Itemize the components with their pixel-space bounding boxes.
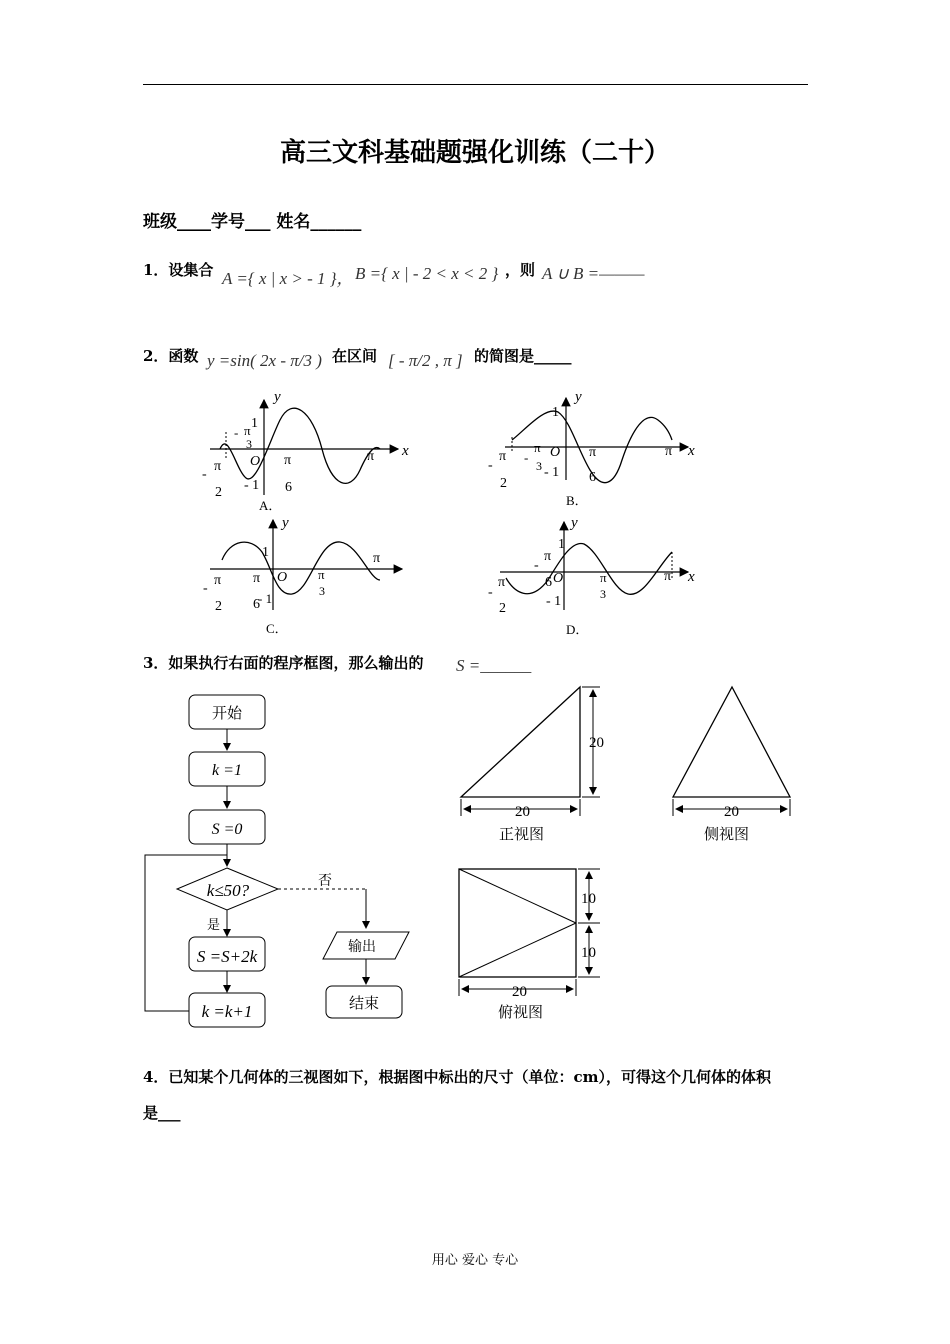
graph-c-1: 1 xyxy=(262,545,269,560)
side-view-label: 侧视图 xyxy=(704,827,750,843)
student-info-line: 班级____学号___ 姓名______ xyxy=(143,212,362,232)
graph-d-minus: - xyxy=(488,585,493,600)
top-view-label: 俯视图 xyxy=(498,1005,544,1021)
graph-b-pi6-num: π xyxy=(589,445,597,460)
graph-d-x: x xyxy=(688,569,695,585)
graph-d-pi2-den: 2 xyxy=(499,601,506,616)
graph-d-neg1: - 1 xyxy=(546,594,562,609)
graph-a-pi3-num: π xyxy=(244,423,251,438)
graph-d-pi3-num: π xyxy=(600,570,607,585)
q2-function: y =sin( 2x - π/3 ) xyxy=(207,351,322,370)
q2-label: 2．函数 xyxy=(143,347,199,365)
q1-then: ，则 xyxy=(505,261,536,279)
q1-set-b: B ={ x | - 2 < x < 2 } xyxy=(355,264,499,283)
graph-b-o: O xyxy=(550,445,561,460)
page-title: 高三文科基础题强化训练（二十） xyxy=(279,138,670,168)
graph-d-caption: D． xyxy=(566,622,589,637)
graph-d-pi2-num: π xyxy=(498,575,506,590)
front-view xyxy=(461,687,604,843)
top-dim-10b: 10 xyxy=(581,945,596,961)
graph-a-neg1: - 1 xyxy=(244,478,260,493)
graph-b-pi2-den: 2 xyxy=(500,476,507,491)
page-footer: 用心 爱心 专心 xyxy=(431,1253,519,1268)
top-dim-10a: 10 xyxy=(581,891,596,907)
flow-cond: k≤50? xyxy=(206,881,250,900)
graph-b-minus3: - xyxy=(524,450,529,465)
q1-label: 1．设集合 xyxy=(143,261,214,279)
graph-c-pi6-num: π xyxy=(253,571,261,586)
graph-c-minus: - xyxy=(203,581,208,596)
graph-d-1: 1 xyxy=(558,537,565,552)
flow-no: 否 xyxy=(318,874,332,889)
q2-tail: 的简图是_____ xyxy=(474,347,572,365)
graph-c-y: y xyxy=(282,515,289,531)
graph-a-pi6-den: 6 xyxy=(285,480,292,495)
graph-b-minus: - xyxy=(488,458,493,473)
side-view xyxy=(673,687,790,843)
graph-c-pi3-num: π xyxy=(318,567,325,582)
graph-d-pi6-den: 6 xyxy=(545,575,552,590)
graph-a-pi6-num: π xyxy=(284,453,292,468)
graph-b-pi2-num: π xyxy=(499,449,507,464)
graph-b-neg1: - 1 xyxy=(544,465,560,480)
graph-c-pi2-num: π xyxy=(214,573,222,588)
front-width: 20 xyxy=(515,804,530,820)
top-width: 20 xyxy=(512,984,527,1000)
graph-c-pi6-den: 6 xyxy=(253,597,260,612)
graph-b-caption: B． xyxy=(566,493,588,508)
graph-d-minus6: - xyxy=(534,558,539,573)
graph-c-neg1: - 1 xyxy=(258,591,273,606)
graph-a-minus: - xyxy=(202,467,207,482)
graph-a-y: y xyxy=(274,389,281,405)
graph-b-pi: π xyxy=(665,444,673,459)
graph-d-pi3-den: 3 xyxy=(600,587,606,601)
flow-k-init: k =1 xyxy=(212,762,242,779)
graph-c-caption: C． xyxy=(266,621,288,636)
graph-b-pi3-den: 3 xyxy=(536,459,542,473)
q4-text: 4．已知某个几何体的三视图如下，根据图中标出的尺寸（单位：cm），可得这个几何体的体积 xyxy=(143,1068,771,1086)
flow-output: 输出 xyxy=(348,940,376,955)
graph-a-pi3-den: 3 xyxy=(246,437,252,451)
q3-s: S =______ xyxy=(456,656,532,675)
graph-c-pi: π xyxy=(373,551,381,566)
flow-start: 开始 xyxy=(211,706,243,722)
flow-update-k: k =k+1 xyxy=(201,1002,253,1021)
graph-d-pi: π xyxy=(664,569,672,584)
graph-b-pi6-den: 6 xyxy=(589,470,596,485)
graph-b-y: y xyxy=(575,389,582,405)
top-view xyxy=(459,869,600,1021)
flow-end: 结束 xyxy=(348,996,380,1012)
graph-a-x: x xyxy=(402,443,409,459)
graph-d-o: O xyxy=(553,571,564,586)
graph-a-pi: π xyxy=(367,449,375,464)
q1-set-a: A ={ x | x > - 1 }， xyxy=(222,269,354,288)
front-height: 20 xyxy=(589,735,604,751)
q1-union: A ∪ B =——— xyxy=(542,264,645,283)
flowchart xyxy=(145,695,409,1027)
graph-b-x: x xyxy=(688,443,695,459)
graph-b-1: 1 xyxy=(552,405,559,420)
front-view-label: 正视图 xyxy=(499,827,545,843)
graph-c-o: O xyxy=(277,570,288,585)
side-width: 20 xyxy=(724,804,739,820)
flow-update-s: S =S+2k xyxy=(196,947,258,966)
graph-c-pi2-den: 2 xyxy=(215,599,222,614)
q4-tail: 是___ xyxy=(143,1104,181,1122)
flow-yes: 是 xyxy=(207,917,221,932)
graph-a-pi2-num: π xyxy=(214,459,222,474)
graph-c-pi3-den: 3 xyxy=(319,584,325,598)
q3-text: 3．如果执行右面的程序框图，那么输出的 xyxy=(143,654,424,672)
graph-a-pi2-den: 2 xyxy=(215,485,222,500)
graph-d-pi6-num: π xyxy=(544,549,552,564)
graph-a-1: 1 xyxy=(251,416,258,431)
q2-interval-label: 在区间 xyxy=(332,347,378,365)
graph-a-caption: A． xyxy=(259,498,282,513)
q2-interval: [ - π/2 , π ] xyxy=(388,351,463,370)
flow-s-init: S =0 xyxy=(211,821,243,838)
graph-a-minus2: - xyxy=(234,425,239,440)
graph-d-y: y xyxy=(571,515,578,531)
graph-a-o: O xyxy=(250,454,261,469)
graph-b-pi3-num: π xyxy=(534,440,541,455)
